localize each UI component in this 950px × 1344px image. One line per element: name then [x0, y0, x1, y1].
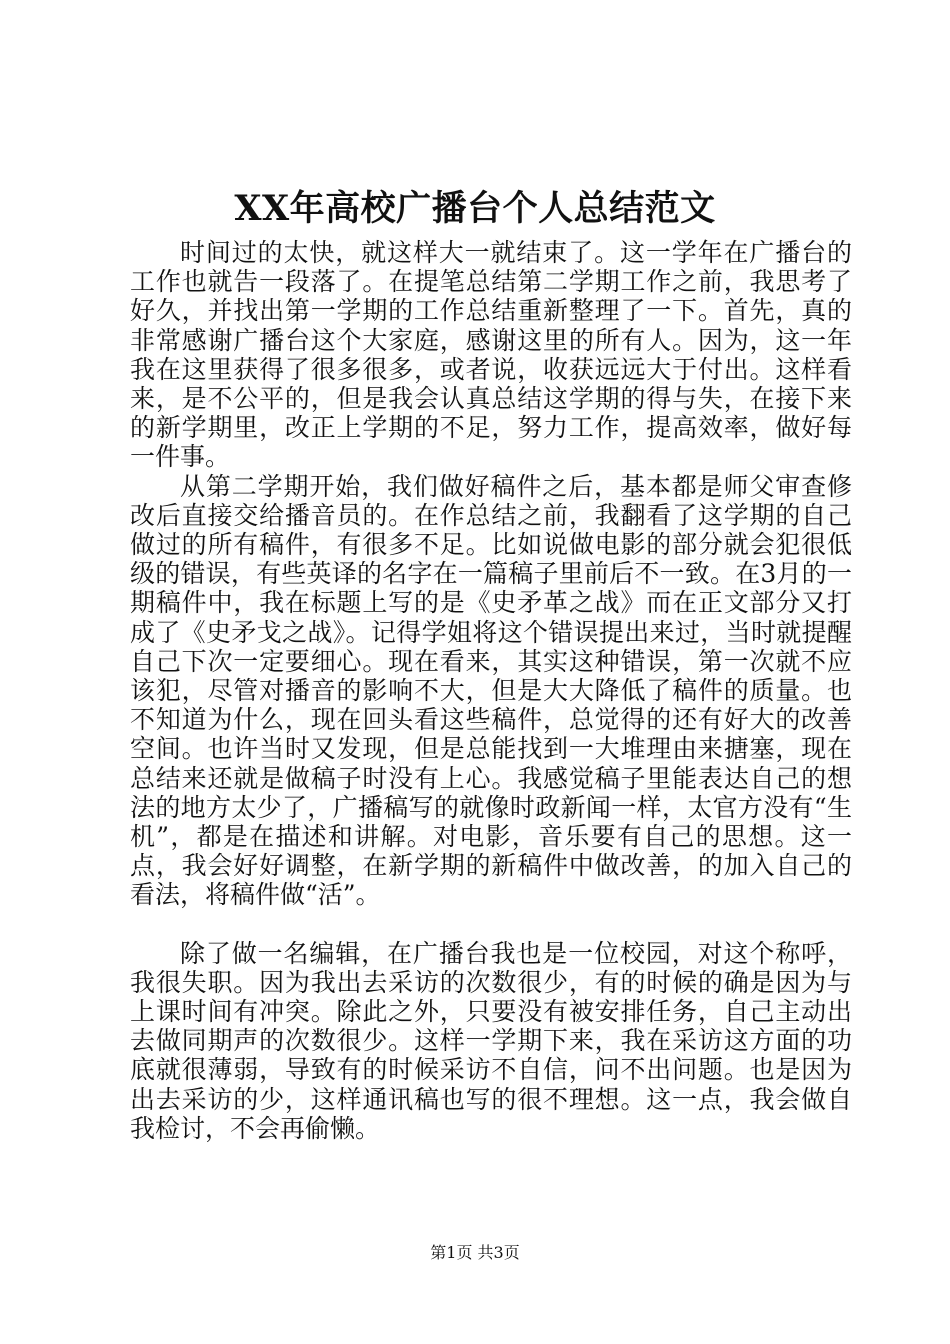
document-title: XX年高校广播台个人总结范文: [234, 188, 716, 229]
page-number: 第1页 共3页: [430, 1243, 520, 1262]
paragraph-3: 除了做一名编辑，在广播台我也是一位校园，对这个称呼，我很失职。因为我出去采访的次数很少，有的时候的确是因为与上课时间有冲突。除此之外，只要没有被安排任务，自己主动出去做同期声的次数很少。这样一学期下来，我在采访这方面的功底就很薄弱，导致有的时候采访不自信，问不出问题。也是因为出去采访的少，这样通讯稿也写的很不理想。这一点，我会做自我检讨，不会再偷懒。: [130, 938, 852, 1143]
paragraph-2: 从第二学期开始，我们做好稿件之后，基本都是师父审查修改后直接交给播音员的。在作总结之前，我翻看了这学期的自己做过的所有稿件，有很多不足。比如说做电影的部分就会犯很低级的错误，有些英译的名字在一篇稿子里前后不一致。在3月的一期稿件中，我在标题上写的是《史矛革之战》而在正文部分又打成了《史矛戈之战》。记得学姐将这个错误提出来过，当时就提醒自己下次一定要细心。现在看来，其实这种错误，第一次就不应该犯，尽管对播音的影响不大，但是大大降低了稿件的质量。也不知道为什么，现在回头看这些稿件，总觉得的还有好大的改善空间。也许当时又发现，但是总能找到一大堆理由来搪塞，现在总结来还就是做稿子时没有上心。我感觉稿子里能表达自己的想法的地方太少了，广播稿写的就像时政新闻一样，太官方没有“生机”，都是在描述和讲解。对电影，音乐要有自己的思想。这一点，我会好好调整，在新学期的新稿件中做改善，的加入自己的看法，将稿件做“活”。: [130, 471, 852, 910]
document-body: [130, 238, 852, 1143]
paragraph-1: 时间过的太快，就这样大一就结束了。这一学年在广播台的工作也就告一段落了。在提笔总结第二学期工作之前，我思考了好久，并找出第一学期的工作总结重新整理了一下。首先，真的非常感谢广播台这个大家庭，感谢这里的所有人。因为，这一年我在这里获得了很多很多，或者说，收获远远大于付出。这样看来，是不公平的，但是我会认真总结这学期的得与失，在接下来的新学期里，改正上学期的不足，努力工作，提高效率，做好每一件事。: [130, 238, 852, 472]
